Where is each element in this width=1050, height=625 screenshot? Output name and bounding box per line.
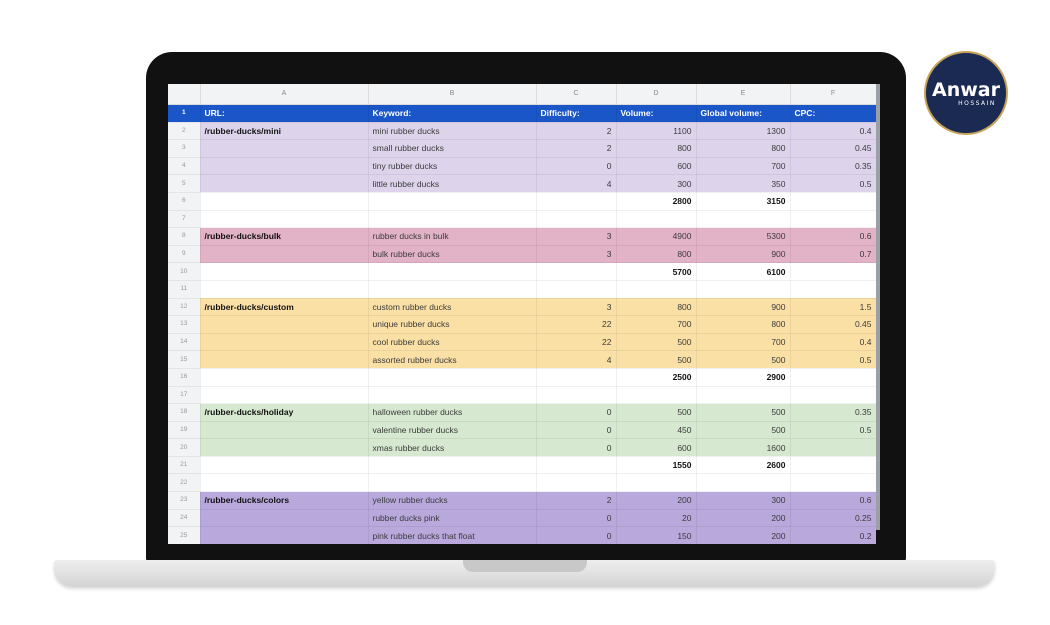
volume-cell[interactable]: 150: [616, 527, 696, 545]
table-row: [168, 105, 876, 123]
keyword-cell[interactable]: unique rubber ducks: [368, 316, 536, 334]
url-cell[interactable]: /rubber-ducks/custom: [200, 298, 368, 316]
difficulty-cell[interactable]: [536, 456, 616, 474]
volume-cell[interactable]: 450: [616, 421, 696, 439]
cpc-cell[interactable]: 0.4: [790, 122, 876, 140]
column-header-d[interactable]: D: [616, 84, 696, 105]
row-number[interactable]: 12: [168, 298, 200, 316]
table-row: [168, 263, 876, 281]
cpc-cell[interactable]: 0.2: [790, 527, 876, 545]
row-number[interactable]: 14: [168, 333, 200, 351]
row-number[interactable]: 10: [168, 263, 200, 281]
keyword-cell[interactable]: pink rubber ducks that float: [368, 527, 536, 545]
cpc-cell[interactable]: [790, 263, 876, 281]
row-number[interactable]: 19: [168, 421, 200, 439]
header-cpc[interactable]: CPC:: [790, 105, 876, 123]
cpc-cell[interactable]: 0.5: [790, 351, 876, 369]
keyword-cell[interactable]: bulk rubber ducks: [368, 245, 536, 263]
global-volume-cell[interactable]: 1600: [696, 439, 790, 457]
table-row: [168, 351, 876, 369]
url-cell[interactable]: [200, 263, 368, 281]
keyword-cell[interactable]: small rubber ducks: [368, 140, 536, 158]
url-cell[interactable]: [200, 140, 368, 158]
empty-cell[interactable]: [368, 474, 536, 492]
column-header-a[interactable]: A: [200, 84, 368, 105]
table-row: [168, 456, 876, 474]
row-number[interactable]: 16: [168, 368, 200, 386]
difficulty-cell[interactable]: [536, 192, 616, 210]
empty-cell[interactable]: [696, 386, 790, 404]
cpc-cell[interactable]: 0.45: [790, 316, 876, 334]
difficulty-cell[interactable]: 0: [536, 527, 616, 545]
volume-cell[interactable]: 1550: [616, 456, 696, 474]
keyword-cell[interactable]: halloween rubber ducks: [368, 404, 536, 422]
empty-cell[interactable]: [368, 386, 536, 404]
volume-cell[interactable]: 300: [616, 175, 696, 193]
row-number[interactable]: 13: [168, 316, 200, 334]
url-cell[interactable]: [200, 245, 368, 263]
brand-logo: [924, 51, 1008, 135]
empty-cell[interactable]: [616, 386, 696, 404]
keyword-cell[interactable]: yellow rubber ducks: [368, 492, 536, 510]
volume-cell[interactable]: 4900: [616, 228, 696, 246]
column-header-row: [168, 84, 876, 105]
volume-cell[interactable]: 200: [616, 492, 696, 510]
keyword-cell[interactable]: cool rubber ducks: [368, 333, 536, 351]
empty-cell[interactable]: [790, 386, 876, 404]
row-number[interactable]: 21: [168, 456, 200, 474]
cpc-cell[interactable]: [790, 192, 876, 210]
difficulty-cell[interactable]: 2: [536, 140, 616, 158]
url-cell[interactable]: [200, 527, 368, 545]
keyword-cell[interactable]: [368, 368, 536, 386]
global-volume-cell[interactable]: 800: [696, 140, 790, 158]
row-number[interactable]: 3: [168, 140, 200, 158]
difficulty-cell[interactable]: 0: [536, 157, 616, 175]
cpc-cell[interactable]: 0.5: [790, 421, 876, 439]
empty-cell[interactable]: [536, 280, 616, 298]
global-volume-cell[interactable]: 900: [696, 298, 790, 316]
global-volume-cell[interactable]: 800: [696, 316, 790, 334]
url-cell[interactable]: [200, 316, 368, 334]
difficulty-cell[interactable]: 22: [536, 333, 616, 351]
keyword-cell[interactable]: valentine rubber ducks: [368, 421, 536, 439]
url-cell[interactable]: [200, 439, 368, 457]
column-header-e[interactable]: E: [696, 84, 790, 105]
cpc-cell[interactable]: 0.4: [790, 333, 876, 351]
cpc-cell[interactable]: [790, 456, 876, 474]
cpc-cell[interactable]: 0.6: [790, 228, 876, 246]
cpc-cell[interactable]: [790, 439, 876, 457]
row-number[interactable]: 22: [168, 474, 200, 492]
cpc-cell[interactable]: 0.35: [790, 404, 876, 422]
global-volume-cell[interactable]: 300: [696, 492, 790, 510]
table-row: [168, 210, 876, 228]
volume-cell[interactable]: 800: [616, 245, 696, 263]
sheet-body: [168, 105, 876, 545]
difficulty-cell[interactable]: 2: [536, 492, 616, 510]
url-cell[interactable]: [200, 192, 368, 210]
volume-cell[interactable]: 800: [616, 140, 696, 158]
volume-cell[interactable]: 5700: [616, 263, 696, 281]
global-volume-cell[interactable]: 350: [696, 175, 790, 193]
laptop-notch: [463, 560, 587, 572]
global-volume-cell[interactable]: 500: [696, 351, 790, 369]
global-volume-cell[interactable]: 700: [696, 333, 790, 351]
row-number[interactable]: 8: [168, 228, 200, 246]
difficulty-cell[interactable]: 4: [536, 351, 616, 369]
url-cell[interactable]: [200, 351, 368, 369]
keyword-cell[interactable]: mini rubber ducks: [368, 122, 536, 140]
empty-cell[interactable]: [616, 474, 696, 492]
volume-cell[interactable]: 2800: [616, 192, 696, 210]
row-number[interactable]: 17: [168, 386, 200, 404]
volume-cell[interactable]: 500: [616, 333, 696, 351]
table-row: [168, 368, 876, 386]
difficulty-cell[interactable]: 0: [536, 439, 616, 457]
row-number[interactable]: 5: [168, 175, 200, 193]
empty-cell[interactable]: [616, 210, 696, 228]
empty-cell[interactable]: [790, 280, 876, 298]
row-number[interactable]: 11: [168, 280, 200, 298]
keyword-cell[interactable]: [368, 456, 536, 474]
table-row: [168, 333, 876, 351]
corner-cell[interactable]: [168, 84, 200, 105]
global-volume-cell[interactable]: 2600: [696, 456, 790, 474]
global-volume-cell[interactable]: 200: [696, 509, 790, 527]
row-number[interactable]: 1: [168, 105, 200, 123]
empty-cell[interactable]: [200, 386, 368, 404]
global-volume-cell[interactable]: 6100: [696, 263, 790, 281]
table-row: [168, 280, 876, 298]
table-row: [168, 386, 876, 404]
cpc-cell[interactable]: 0.6: [790, 492, 876, 510]
volume-cell[interactable]: 20: [616, 509, 696, 527]
header-keyword[interactable]: Keyword:: [368, 105, 536, 123]
vertical-scrollbar[interactable]: [876, 84, 880, 530]
difficulty-cell[interactable]: 0: [536, 509, 616, 527]
keyword-cell[interactable]: [368, 192, 536, 210]
volume-cell[interactable]: 2500: [616, 368, 696, 386]
table-row: [168, 157, 876, 175]
url-cell[interactable]: /rubber-ducks/colors: [200, 492, 368, 510]
row-number[interactable]: 4: [168, 157, 200, 175]
row-number[interactable]: 20: [168, 439, 200, 457]
table-row: [168, 316, 876, 334]
empty-cell[interactable]: [200, 474, 368, 492]
table-row: [168, 421, 876, 439]
keyword-cell[interactable]: rubber ducks in bulk: [368, 228, 536, 246]
empty-cell[interactable]: [696, 280, 790, 298]
keyword-cell[interactable]: assorted rubber ducks: [368, 351, 536, 369]
row-number[interactable]: 23: [168, 492, 200, 510]
cpc-cell[interactable]: [790, 368, 876, 386]
empty-cell[interactable]: [790, 474, 876, 492]
global-volume-cell[interactable]: 200: [696, 527, 790, 545]
keyword-cell[interactable]: rubber ducks pink: [368, 509, 536, 527]
table-row: [168, 228, 876, 246]
empty-cell[interactable]: [536, 474, 616, 492]
cpc-cell[interactable]: 0.7: [790, 245, 876, 263]
global-volume-cell[interactable]: 2900: [696, 368, 790, 386]
url-cell[interactable]: [200, 456, 368, 474]
keyword-cell[interactable]: xmas rubber ducks: [368, 439, 536, 457]
column-header-b[interactable]: B: [368, 84, 536, 105]
cpc-cell[interactable]: 0.5: [790, 175, 876, 193]
global-volume-cell[interactable]: 1300: [696, 122, 790, 140]
row-number[interactable]: 2: [168, 122, 200, 140]
table-row: [168, 298, 876, 316]
volume-cell[interactable]: 500: [616, 351, 696, 369]
empty-cell[interactable]: [200, 280, 368, 298]
difficulty-cell[interactable]: 4: [536, 175, 616, 193]
volume-cell[interactable]: 600: [616, 439, 696, 457]
difficulty-cell[interactable]: 0: [536, 404, 616, 422]
empty-cell[interactable]: [536, 210, 616, 228]
header-global-volume[interactable]: Global volume:: [696, 105, 790, 123]
difficulty-cell[interactable]: 0: [536, 421, 616, 439]
row-number[interactable]: 9: [168, 245, 200, 263]
table-row: [168, 122, 876, 140]
header-volume[interactable]: Volume:: [616, 105, 696, 123]
row-number[interactable]: 25: [168, 527, 200, 545]
logo-subtitle: HOSSAIN: [958, 99, 996, 107]
row-number[interactable]: 7: [168, 210, 200, 228]
table-row: [168, 492, 876, 510]
difficulty-cell[interactable]: [536, 368, 616, 386]
url-cell[interactable]: [200, 421, 368, 439]
global-volume-cell[interactable]: 700: [696, 157, 790, 175]
laptop-screen: [168, 84, 880, 541]
cpc-cell[interactable]: 0.25: [790, 509, 876, 527]
cpc-cell[interactable]: 0.35: [790, 157, 876, 175]
logo-name: Anwar: [932, 78, 1000, 101]
header-url[interactable]: URL:: [200, 105, 368, 123]
url-cell[interactable]: [200, 509, 368, 527]
column-header-c[interactable]: C: [536, 84, 616, 105]
difficulty-cell[interactable]: 3: [536, 298, 616, 316]
empty-cell[interactable]: [200, 210, 368, 228]
volume-cell[interactable]: 800: [616, 298, 696, 316]
empty-cell[interactable]: [616, 280, 696, 298]
keyword-cell[interactable]: tiny rubber ducks: [368, 157, 536, 175]
difficulty-cell[interactable]: 22: [536, 316, 616, 334]
global-volume-cell[interactable]: 500: [696, 421, 790, 439]
url-cell[interactable]: [200, 175, 368, 193]
global-volume-cell[interactable]: 5300: [696, 228, 790, 246]
column-header-f[interactable]: F: [790, 84, 876, 105]
url-cell[interactable]: /rubber-ducks/mini: [200, 122, 368, 140]
empty-cell[interactable]: [696, 474, 790, 492]
table-row: [168, 192, 876, 210]
table-row: [168, 527, 876, 545]
empty-cell[interactable]: [536, 386, 616, 404]
difficulty-cell[interactable]: [536, 263, 616, 281]
volume-cell[interactable]: 500: [616, 404, 696, 422]
table-row: [168, 474, 876, 492]
table-row: [168, 509, 876, 527]
global-volume-cell[interactable]: 3150: [696, 192, 790, 210]
difficulty-cell[interactable]: 2: [536, 122, 616, 140]
keyword-cell[interactable]: [368, 263, 536, 281]
row-number[interactable]: 6: [168, 192, 200, 210]
row-number[interactable]: 15: [168, 351, 200, 369]
empty-cell[interactable]: [696, 210, 790, 228]
table-row: [168, 175, 876, 193]
table-row: [168, 404, 876, 422]
empty-cell[interactable]: [368, 280, 536, 298]
url-cell[interactable]: /rubber-ducks/holiday: [200, 404, 368, 422]
cpc-cell[interactable]: 0.45: [790, 140, 876, 158]
url-cell[interactable]: [200, 157, 368, 175]
spreadsheet-grid: [168, 84, 877, 545]
row-number[interactable]: 24: [168, 509, 200, 527]
table-row: [168, 140, 876, 158]
table-row: [168, 439, 876, 457]
global-volume-cell[interactable]: 500: [696, 404, 790, 422]
url-cell[interactable]: /rubber-ducks/bulk: [200, 228, 368, 246]
header-difficulty[interactable]: Difficulty:: [536, 105, 616, 123]
global-volume-cell[interactable]: 900: [696, 245, 790, 263]
url-cell[interactable]: [200, 368, 368, 386]
volume-cell[interactable]: 600: [616, 157, 696, 175]
empty-cell[interactable]: [790, 210, 876, 228]
cpc-cell[interactable]: 1.5: [790, 298, 876, 316]
difficulty-cell[interactable]: 3: [536, 228, 616, 246]
volume-cell[interactable]: 700: [616, 316, 696, 334]
row-number[interactable]: 18: [168, 404, 200, 422]
keyword-cell[interactable]: little rubber ducks: [368, 175, 536, 193]
keyword-cell[interactable]: custom rubber ducks: [368, 298, 536, 316]
url-cell[interactable]: [200, 333, 368, 351]
difficulty-cell[interactable]: 3: [536, 245, 616, 263]
empty-cell[interactable]: [368, 210, 536, 228]
volume-cell[interactable]: 1100: [616, 122, 696, 140]
table-row: [168, 245, 876, 263]
